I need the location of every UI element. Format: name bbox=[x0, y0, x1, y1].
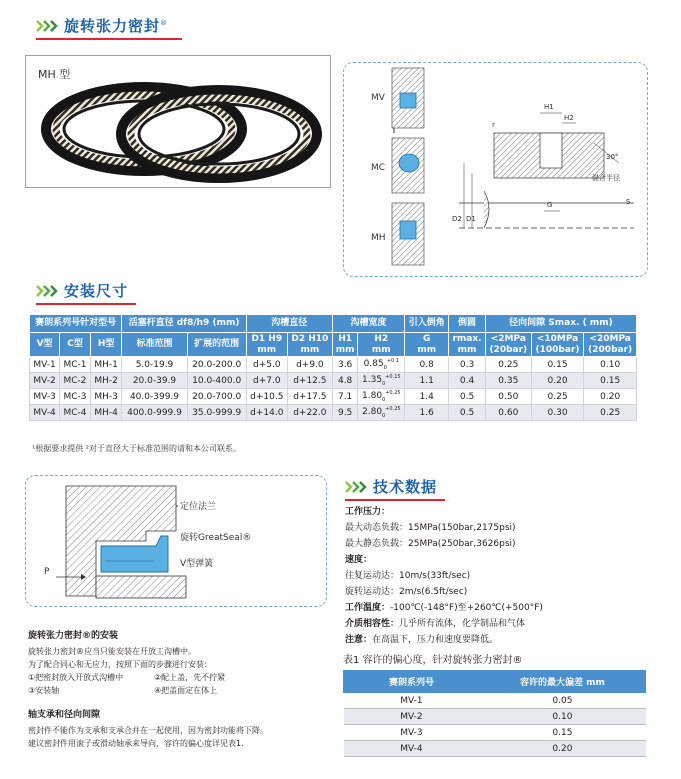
tech-label: 工作温度： bbox=[345, 603, 391, 613]
install-step: ②配上盖，先不拧紧 bbox=[154, 673, 226, 682]
cell: MV-1 bbox=[344, 693, 480, 709]
label-r: r bbox=[492, 121, 495, 129]
cell: MV-4 bbox=[30, 405, 60, 421]
table-row bbox=[344, 741, 646, 757]
section-heading-rotary-seal bbox=[36, 15, 168, 36]
th-c: C型 bbox=[60, 333, 91, 357]
label-spring: V型弹簧 bbox=[180, 559, 214, 569]
cell: d+10.5 bbox=[246, 389, 287, 405]
label-g: G bbox=[547, 201, 553, 209]
install-line: 旋转张力密封®应当只能安装在开放工沟槽中。 bbox=[28, 647, 196, 656]
cell: 1.4 bbox=[405, 389, 449, 405]
tech-value: 几乎所有流体，化学制品和气体 bbox=[399, 619, 526, 629]
cell: 0.20 bbox=[531, 373, 584, 389]
cell: 0.15 bbox=[584, 373, 637, 389]
cell: d+5.0 bbox=[246, 357, 287, 373]
install-step: ③安装轴 bbox=[28, 686, 60, 695]
install-line: 为了配合同心和无应力，按照下面的步骤进行安装： bbox=[28, 660, 212, 669]
table-row bbox=[30, 405, 637, 421]
th-d1: D1 H9 mm bbox=[246, 333, 287, 357]
cell: MC-4 bbox=[60, 405, 91, 421]
cell: 0.25 bbox=[531, 389, 584, 405]
section-title: 安装尺寸 bbox=[64, 282, 129, 300]
label-h2: H2 bbox=[564, 114, 574, 122]
seal-installation-diagram-box bbox=[25, 475, 327, 607]
cell: 0.60 bbox=[485, 405, 531, 421]
chevron-arrows-icon bbox=[36, 19, 58, 33]
eccentricity-table bbox=[343, 670, 646, 757]
th-ext: 扩展的范围 bbox=[187, 333, 246, 357]
table-row bbox=[344, 693, 646, 709]
table-footnote: ¹根据要求提供 ²对于直径大于标准范围的请和本公司联系。 bbox=[32, 444, 241, 453]
install-step: ④把盖面定在体上 bbox=[154, 686, 218, 695]
cell-h2: $1.80_0^{+0.25}$ bbox=[358, 389, 405, 405]
cell-h2: $2.80_0^{+0.25}$ bbox=[358, 405, 405, 421]
tech-value: -100℃(-148°F)至+260℃(+500°F) bbox=[390, 603, 543, 613]
cell: d+22.0 bbox=[287, 405, 332, 421]
cell: d+9.0 bbox=[287, 357, 332, 373]
heading-underline bbox=[36, 38, 182, 40]
cell: MC-2 bbox=[60, 373, 91, 389]
heading-underline bbox=[36, 303, 136, 305]
cell: 0.20 bbox=[479, 741, 645, 757]
tech-label: 速度： bbox=[345, 555, 373, 565]
cell: 4.8 bbox=[332, 373, 358, 389]
th-series: 赛朗系列号针对型号 bbox=[30, 315, 122, 333]
cell: 400.0-999.9 bbox=[122, 405, 187, 421]
th-d2: D2 H10 mm bbox=[287, 333, 332, 357]
cell: MV-3 bbox=[30, 389, 60, 405]
th-p2: <10MPa (100bar) bbox=[531, 333, 584, 357]
cell: MV-2 bbox=[30, 373, 60, 389]
th-p3: <20MPa (200bar) bbox=[584, 333, 637, 357]
cell: 0.30 bbox=[531, 405, 584, 421]
table-row bbox=[344, 725, 646, 741]
bearing-title: 轴支承和径向间隙 bbox=[28, 710, 101, 720]
cell: d+14.0 bbox=[246, 405, 287, 421]
tech-data bbox=[345, 504, 665, 648]
section-heading-install-dim bbox=[36, 280, 128, 301]
label-d2: D2 bbox=[452, 215, 462, 223]
th-series: 赛朗系列号 bbox=[344, 671, 480, 693]
cell: 0.15 bbox=[479, 725, 645, 741]
cell: MH-4 bbox=[90, 405, 121, 421]
cell: 0.25 bbox=[485, 357, 531, 373]
cell: 0.25 bbox=[584, 405, 637, 421]
cell: 0.10 bbox=[479, 709, 645, 725]
product-photo-box bbox=[25, 55, 331, 188]
table-row bbox=[344, 709, 646, 725]
cell: MV-1 bbox=[30, 357, 60, 373]
cell: 9.5 bbox=[332, 405, 358, 421]
cell: 20.0-200.0 bbox=[187, 357, 246, 373]
th-max-dev: 容许的最大偏差 mm bbox=[479, 671, 645, 693]
cell: 10.0-400.0 bbox=[187, 373, 246, 389]
tech-label: 工作压力： bbox=[345, 507, 391, 517]
cell-h2: $0.85_0^{+0.1}$ bbox=[358, 357, 405, 373]
chevron-arrows-icon bbox=[36, 284, 58, 298]
th-groove-width: 沟槽宽度 bbox=[332, 315, 404, 333]
table-row bbox=[30, 373, 637, 389]
cell: MH-1 bbox=[90, 357, 121, 373]
label-angle: 30° bbox=[606, 153, 619, 161]
th-groove-dia: 沟槽直径 bbox=[246, 315, 332, 333]
th-round: 倒圆 bbox=[449, 315, 486, 333]
th-h: H型 bbox=[90, 333, 121, 357]
cell: 0.50 bbox=[485, 389, 531, 405]
th-rod: 活塞杆直径 df8/h9 (mm) bbox=[122, 315, 246, 333]
install-step: ①把密封放入开放式沟槽中 bbox=[28, 673, 124, 682]
tech-line: 旋转运动达：2m/s(6.5ft/sec) bbox=[345, 587, 468, 597]
cell: MC-1 bbox=[60, 357, 91, 373]
th-p1: <2MPa (20bar) bbox=[485, 333, 531, 357]
section-title: 技术数据 bbox=[373, 478, 438, 496]
install-dimensions-table bbox=[29, 314, 637, 421]
cell: d+7.0 bbox=[246, 373, 287, 389]
label-mc: MC bbox=[371, 163, 386, 173]
cell: 0.10 bbox=[584, 357, 637, 373]
installation-section bbox=[28, 628, 338, 750]
th-gap: 径向间隙 Smax. ( mm) bbox=[485, 315, 636, 333]
tech-label: 介质相容性： bbox=[345, 619, 400, 629]
install-title: 旋转张力密封®的安装 bbox=[28, 631, 119, 641]
cell: 35.0-999.9 bbox=[187, 405, 246, 421]
table-row bbox=[30, 389, 637, 405]
tech-label: 注意： bbox=[345, 635, 373, 645]
th-std: 标准范围 bbox=[122, 333, 187, 357]
cell: MH-3 bbox=[90, 389, 121, 405]
th-r: rmax. mm bbox=[449, 333, 486, 357]
cell-h2: $1.35_0^{+0.15}$ bbox=[358, 373, 405, 389]
seal-rings-photo bbox=[34, 74, 324, 186]
cell: 40.0-399.9 bbox=[122, 389, 187, 405]
label-d1: D1 bbox=[466, 215, 476, 223]
cell: MV-3 bbox=[344, 725, 480, 741]
cell: 3.6 bbox=[332, 357, 358, 373]
label-mix-radius: 混合半径 bbox=[592, 174, 620, 182]
cell: 0.5 bbox=[449, 389, 486, 405]
cell: 0.8 bbox=[405, 357, 449, 373]
chevron-arrows-icon bbox=[345, 480, 367, 494]
th-h2: H2 mm bbox=[358, 333, 405, 357]
cell: MH-2 bbox=[90, 373, 121, 389]
cell: d+17.5 bbox=[287, 389, 332, 405]
groove-diagram-box bbox=[343, 62, 648, 277]
cell: 5.0-19.9 bbox=[122, 357, 187, 373]
label-mv: MV bbox=[371, 93, 385, 103]
table1-caption: 表1 容许的偏心度，针对旋转张力密封® bbox=[343, 655, 523, 666]
th-h1: H1 mm bbox=[332, 333, 358, 357]
label-h1: H1 bbox=[544, 103, 554, 111]
cell: 0.15 bbox=[531, 357, 584, 373]
cell: MC-3 bbox=[60, 389, 91, 405]
tech-line: 最大静态负载：25MPa(250bar,3626psi) bbox=[345, 539, 516, 549]
cell: 20.0-39.9 bbox=[122, 373, 187, 389]
cell: 7.1 bbox=[332, 389, 358, 405]
cell: MV-4 bbox=[344, 741, 480, 757]
label-pressure: P bbox=[44, 567, 50, 577]
bearing-line: 建议密封件用滚子或滑动轴承来导向，容许的偏心度详见表1. bbox=[28, 739, 244, 748]
table-row bbox=[30, 357, 637, 373]
groove-dimension-diagram bbox=[344, 63, 649, 278]
cell: 0.3 bbox=[449, 357, 486, 373]
heading-underline bbox=[345, 499, 445, 501]
cell: 0.5 bbox=[449, 405, 486, 421]
label-greatseal: 旋转GreatSeal® bbox=[180, 533, 252, 543]
cell: d+12.5 bbox=[287, 373, 332, 389]
th-chamfer: 引入倒角 bbox=[405, 315, 449, 333]
section-title: 旋转张力密封® bbox=[64, 17, 169, 35]
cell: 0.05 bbox=[479, 693, 645, 709]
bearing-line: 密封件不能作为支承和支承合并在一起使用，因为密封功能将下降。 bbox=[28, 726, 268, 735]
tech-line: 往复运动达：10m/s(33ft/sec) bbox=[345, 571, 471, 581]
cell: 20.0-700.0 bbox=[187, 389, 246, 405]
cell: 1.6 bbox=[405, 405, 449, 421]
cell: 0.20 bbox=[584, 389, 637, 405]
label-flange: 定位法兰 bbox=[180, 502, 217, 512]
tech-line: 最大动态负载：15MPa(150bar,2175psi) bbox=[345, 523, 516, 533]
cell: 1.1 bbox=[405, 373, 449, 389]
cell: 0.35 bbox=[485, 373, 531, 389]
photo-label: MH 型 bbox=[38, 68, 71, 81]
label-mh: MH bbox=[371, 233, 386, 243]
section-heading-tech-data bbox=[345, 476, 437, 497]
seal-installation-diagram bbox=[26, 476, 328, 608]
label-s: S bbox=[626, 198, 631, 206]
th-v: V型 bbox=[30, 333, 60, 357]
th-g: G mm bbox=[405, 333, 449, 357]
cell: MV-2 bbox=[344, 709, 480, 725]
cell: 0.4 bbox=[449, 373, 486, 389]
tech-value: 在高温下，压力和速度要降低。 bbox=[372, 635, 499, 645]
